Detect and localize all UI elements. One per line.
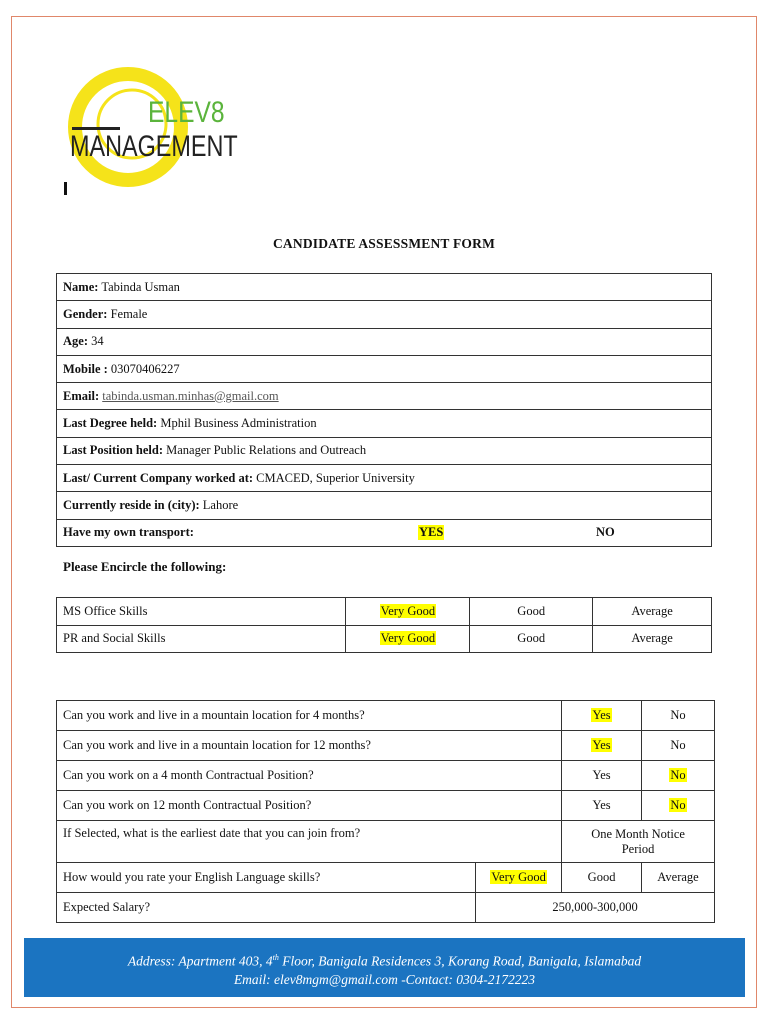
question-text: Can you work on 12 month Contractual Position? xyxy=(57,791,562,821)
footer-address xyxy=(24,949,745,971)
answer-yes[interactable]: Yes xyxy=(562,791,642,821)
info-row-position xyxy=(57,437,712,464)
join-date-row xyxy=(57,821,715,863)
skill-option-average[interactable]: Average xyxy=(593,625,712,653)
email-label: Email: xyxy=(63,388,100,403)
english-option-good[interactable]: Good xyxy=(562,863,642,893)
question-row xyxy=(57,731,715,761)
questions-table xyxy=(56,700,715,923)
logo-text-elev8: ELEV8 xyxy=(148,96,225,129)
name-value: Tabinda Usman xyxy=(101,279,180,294)
footer-address-prefix: Address: Apartment 403, 4 xyxy=(127,953,273,969)
skill-option-very-good[interactable]: Very Good xyxy=(380,603,436,618)
english-option-average[interactable]: Average xyxy=(642,863,715,893)
answer-yes[interactable]: Yes xyxy=(562,761,642,791)
footer-contact: Email: elev8mgm@gmail.com -Contact: 0304-2172223 xyxy=(233,971,536,987)
answer-no[interactable]: No xyxy=(670,768,686,782)
question-text: Can you work and live in a mountain location for 4 months? xyxy=(57,701,562,731)
info-row-mobile xyxy=(57,355,712,382)
name-label: Name: xyxy=(63,279,99,294)
info-row-name xyxy=(57,274,712,301)
answer-no[interactable]: No xyxy=(642,701,715,731)
salary-question: Expected Salary? xyxy=(57,893,476,923)
english-row xyxy=(57,863,715,893)
answer-yes[interactable]: Yes xyxy=(592,708,611,722)
transport-yes-option[interactable]: YES xyxy=(419,525,444,540)
candidate-info-table xyxy=(56,273,712,547)
transport-no-option[interactable]: NO xyxy=(596,525,615,540)
skill-row xyxy=(57,598,712,626)
form-title: CANDIDATE ASSESSMENT FORM xyxy=(272,236,496,251)
info-row-email xyxy=(57,383,712,410)
question-text: Can you work on a 4 month Contractual Position? xyxy=(57,761,562,791)
cursor-mark xyxy=(64,182,67,195)
answer-no[interactable]: No xyxy=(642,731,715,761)
skill-option-very-good[interactable]: Very Good xyxy=(380,631,436,646)
logo-text-management: MANAGEMENT xyxy=(70,130,238,163)
info-row-transport xyxy=(57,519,712,546)
question-row xyxy=(57,761,715,791)
degree-value: Mphil Business Administration xyxy=(160,416,317,431)
city-label: Currently reside in (city): xyxy=(63,498,200,513)
gender-label: Gender: xyxy=(63,306,108,321)
question-row xyxy=(57,701,715,731)
info-row-degree xyxy=(57,410,712,437)
email-link[interactable]: tabinda.usman.minhas@gmail.com xyxy=(102,388,279,403)
info-row-city xyxy=(57,492,712,519)
skill-name: MS Office Skills xyxy=(57,598,346,626)
join-answer-line1: One Month Notice xyxy=(591,826,685,841)
skill-name: PR and Social Skills xyxy=(57,625,346,653)
encircle-instruction: Please Encircle the following: xyxy=(63,559,227,574)
english-question: How would you rate your English Language skills? xyxy=(57,863,476,893)
gender-value: Female xyxy=(110,306,148,321)
position-label: Last Position held: xyxy=(63,443,164,458)
footer-address-suffix: Floor, Banigala Residences 3, Korang Road, Banigala, Islamabad xyxy=(278,953,642,969)
info-row-age xyxy=(57,328,712,355)
salary-answer: 250,000-300,000 xyxy=(476,893,715,923)
company-value: CMACED, Superior University xyxy=(256,470,415,485)
skills-table xyxy=(56,597,712,653)
mobile-label: Mobile : xyxy=(63,361,108,376)
info-row-gender xyxy=(57,301,712,328)
salary-row xyxy=(57,893,715,923)
company-label: Last/ Current Company worked at: xyxy=(63,470,254,485)
skill-option-average[interactable]: Average xyxy=(593,598,712,626)
info-row-company xyxy=(57,465,712,492)
transport-row xyxy=(63,525,705,540)
degree-label: Last Degree held: xyxy=(63,416,158,431)
skill-option-good[interactable]: Good xyxy=(470,598,593,626)
question-row xyxy=(57,791,715,821)
english-option-very-good[interactable]: Very Good xyxy=(491,870,546,884)
answer-no[interactable]: No xyxy=(670,798,686,812)
question-text: Can you work and live in a mountain location for 12 months? xyxy=(57,731,562,761)
position-value: Manager Public Relations and Outreach xyxy=(166,443,367,458)
age-value: 34 xyxy=(91,334,104,349)
join-question: If Selected, what is the earliest date that you can join from? xyxy=(57,821,562,863)
footer-address-sup: th xyxy=(272,953,279,962)
skill-row xyxy=(57,625,712,653)
footer-bar xyxy=(24,938,745,997)
city-value: Lahore xyxy=(202,498,239,513)
answer-yes[interactable]: Yes xyxy=(592,738,611,752)
age-label: Age: xyxy=(63,334,88,349)
join-answer-line2: Period xyxy=(621,841,655,856)
transport-label: Have my own transport: xyxy=(63,525,194,540)
mobile-value: 03070406227 xyxy=(110,361,180,376)
skill-option-good[interactable]: Good xyxy=(470,625,593,653)
